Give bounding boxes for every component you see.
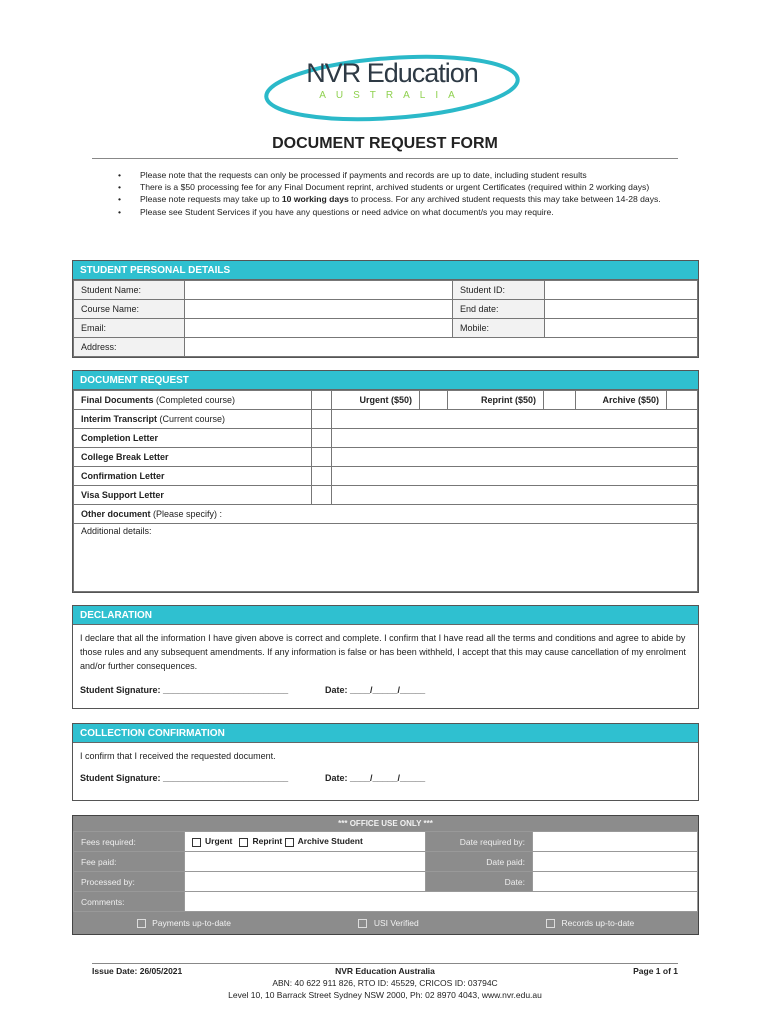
doc-label: Completion Letter xyxy=(74,429,312,448)
logo-text: NVR Education xyxy=(306,58,478,88)
document-request-section xyxy=(72,370,699,593)
empty-cell xyxy=(332,429,698,448)
doc-label: Confirmation Letter xyxy=(74,467,312,486)
date-paid-field[interactable] xyxy=(533,852,698,872)
doc-label: College Break Letter xyxy=(74,448,312,467)
note-item xyxy=(118,193,678,205)
doc-name: Final Documents xyxy=(81,395,154,405)
logo-subtext: AUSTRALIA xyxy=(319,90,465,101)
declaration-section xyxy=(72,605,699,709)
date-field[interactable] xyxy=(533,872,698,892)
doc-label: Visa Support Letter xyxy=(74,486,312,505)
usi-check[interactable]: USI Verified xyxy=(358,918,418,928)
label: Date: xyxy=(426,872,533,892)
student-details-section xyxy=(72,260,699,358)
label: Mobile: xyxy=(453,319,545,338)
fee-paid-field[interactable] xyxy=(185,852,426,872)
section-header: STUDENT PERSONAL DETAILS xyxy=(73,261,698,280)
urgent-checkbox[interactable] xyxy=(420,391,448,410)
office-checks xyxy=(73,912,698,934)
empty-cell xyxy=(332,486,698,505)
date-required-field[interactable] xyxy=(533,832,698,852)
note-item: • There is a $50 processing fee for any Final Document reprint, archived students or urgent Certificates (required within 2 working days) xyxy=(118,181,678,193)
label: Course Name: xyxy=(74,300,185,319)
doc-label xyxy=(74,391,312,410)
final-docs-checkbox[interactable] xyxy=(312,391,332,410)
end-date-field[interactable] xyxy=(545,300,698,319)
label: Date paid: xyxy=(426,852,533,872)
footer-org: NVR Education Australia xyxy=(335,966,435,976)
student-name-field[interactable] xyxy=(185,281,453,300)
office-use-section xyxy=(72,815,699,935)
note-text: to process. For any archived student requests this may take between 14-28 days. xyxy=(348,194,661,205)
note-item: • Please see Student Services if you have any questions or need advice on what document/s you may require. xyxy=(118,206,678,218)
other-document-field[interactable]: Other document (Please specify) : xyxy=(74,505,698,524)
label: Processed by: xyxy=(74,872,185,892)
archive-checkbox[interactable] xyxy=(667,391,698,410)
section-header: DOCUMENT REQUEST xyxy=(73,371,698,390)
notes-list xyxy=(118,169,678,218)
collection-section xyxy=(72,723,699,801)
visa-support-checkbox[interactable] xyxy=(312,486,332,505)
section-header: DECLARATION xyxy=(73,606,698,625)
confirmation-checkbox[interactable] xyxy=(312,467,332,486)
signature-line[interactable]: Student Signature: _________________________ Date: ____/_____/_____ xyxy=(80,773,426,783)
footer-abn: ABN: 40 622 911 826, RTO ID: 45529, CRICOS ID: 03794C xyxy=(272,978,498,988)
signature-line[interactable]: Student Signature: _________________________ Date: ____/_____/_____ xyxy=(80,685,426,695)
doc-note: (Completed course) xyxy=(153,395,236,405)
office-header: *** OFFICE USE ONLY *** xyxy=(338,819,433,828)
note-text: Please note requests may take up to xyxy=(140,194,282,205)
page-number: Page 1 of 1 xyxy=(633,966,678,976)
mobile-field[interactable] xyxy=(545,319,698,338)
doc-name: Interim Transcript xyxy=(81,414,158,424)
label: Comments: xyxy=(74,892,185,912)
empty-cell xyxy=(332,448,698,467)
note-item: • Please note that the requests can only be processed if payments and records are up to date, including student results xyxy=(118,169,678,181)
footer-divider xyxy=(92,963,678,964)
label: Student Name: xyxy=(74,281,185,300)
completion-checkbox[interactable] xyxy=(312,429,332,448)
comments-field[interactable] xyxy=(185,892,698,912)
student-id-field[interactable] xyxy=(545,281,698,300)
note-bold: 10 working days xyxy=(281,194,349,205)
payments-check[interactable]: Payments up-to-date xyxy=(137,918,231,928)
address-field[interactable] xyxy=(185,338,698,357)
collection-text: I confirm that I received the requested document. xyxy=(80,751,276,761)
page-title: DOCUMENT REQUEST FORM xyxy=(272,135,498,152)
declaration-text: I declare that all the information I have given above is correct and complete. I confirm that I have read all the terms and conditions and agree to abide by those rules and any subsequent amendments. If any information is false or has been withheld, I accept that this may cause cancellation of my enrolment and/or further consequences. xyxy=(80,633,686,671)
label: Email: xyxy=(74,319,185,338)
label: Date required by: xyxy=(426,832,533,852)
college-break-checkbox[interactable] xyxy=(312,448,332,467)
doc-label xyxy=(74,410,312,429)
section-header: COLLECTION CONFIRMATION xyxy=(73,724,698,743)
reprint-checkbox[interactable] xyxy=(544,391,576,410)
doc-note: (Current course) xyxy=(157,414,226,424)
processed-by-field[interactable] xyxy=(185,872,426,892)
archive-student-checkbox[interactable] xyxy=(285,838,294,847)
issue-date: Issue Date: 26/05/2021 xyxy=(92,966,183,976)
reprint-checkbox[interactable] xyxy=(239,838,248,847)
urgent-checkbox[interactable] xyxy=(192,838,201,847)
title-divider xyxy=(92,158,678,159)
interim-checkbox[interactable] xyxy=(312,410,332,429)
course-name-field[interactable] xyxy=(185,300,453,319)
logo xyxy=(262,52,522,124)
records-check[interactable]: Records up-to-date xyxy=(546,918,634,928)
label: End date: xyxy=(453,300,545,319)
label: Fee paid: xyxy=(74,852,185,872)
footer-address: Level 10, 10 Barrack Street Sydney NSW 2000, Ph: 02 8970 4043, www.nvr.edu.au xyxy=(228,990,542,1000)
label: Student ID: xyxy=(453,281,545,300)
archive-label: Archive ($50) xyxy=(576,391,667,410)
label: Address: xyxy=(74,338,185,357)
urgent-label: Urgent ($50) xyxy=(332,391,420,410)
fees-options: Urgent Reprint Archive Student xyxy=(185,832,426,852)
empty-cell xyxy=(332,410,698,429)
reprint-label: Reprint ($50) xyxy=(448,391,544,410)
email-field[interactable] xyxy=(185,319,453,338)
label: Fees required: xyxy=(74,832,185,852)
additional-details-field[interactable]: Additional details: xyxy=(74,524,698,592)
empty-cell xyxy=(332,467,698,486)
